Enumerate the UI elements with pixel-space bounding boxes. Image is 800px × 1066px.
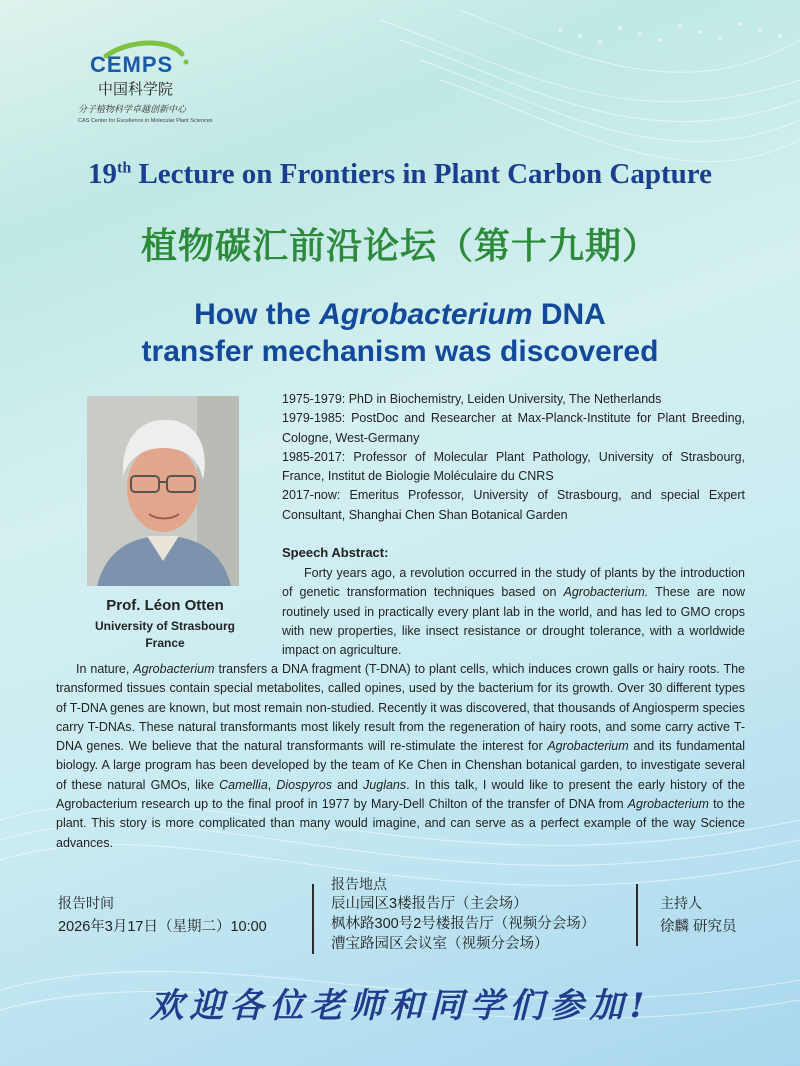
talk-title-italic: Agrobacterium [319,298,533,331]
logo-acronym: CEMPS [90,52,174,77]
info-divider [636,884,638,946]
lecture-series-title [0,158,800,191]
talk-title-pre: How the [194,298,320,331]
host-label: 主持人 [660,895,702,911]
speaker-portrait-icon [87,396,239,586]
abstract-heading: Speech Abstract: [282,545,389,560]
cv-entry: 1979-1985: PostDoc and Researcher at Max-Planck-Institute for Plant Breeding, Cologne, West-Germany [282,411,745,445]
talk-title [0,296,800,370]
abstract-text: Forty years ago, a revolution occurred in the study of plants by the introduction of genetic transformation techniques based on [282,566,745,600]
speaker-affiliation [80,618,250,652]
cv-entry: 2017-now: Emeritus Professor, University of Strasbourg, and special Expert Consultant, Shanghai Chen Shan Botanical Garden [282,488,745,522]
welcome-message: 欢迎各位老师和同学们参加! [149,986,651,1026]
talk-title-line2: transfer mechanism was discovered [141,335,659,368]
abstract-text: . In this talk, I would like to present the early history of the Agrobacterium research up to the final proof in 1977 by Mary-Dell Chilton of the transfer of DNA from [56,777,745,812]
abstract-text: to the plant. This story is more complicated than many would imagine, and can serve as a perfect example of the way Science advances. [56,797,745,850]
place-label: 报告地点 [331,876,387,892]
abstract-italic: Agrobacterium. [563,585,649,600]
logo-center-name-en: CAS Center for Excellence in Molecular Plant Sciences [78,118,213,124]
info-divider [312,884,314,954]
logo-org-name: 中国科学院 [98,80,174,98]
abstract-text: In nature, [76,662,134,676]
abstract-italic: Juglans [363,777,407,792]
abstract-italic: Diospyros [276,777,332,792]
cv-entry: 1975-1979: PhD in Biochemistry, Leiden University, The Netherlands [282,392,662,406]
abstract-italic: Agrobacterium [547,739,629,754]
host-value: 徐麟 研究员 [660,919,737,935]
abstract-text: These are now routinely used in practically every plant lab in the world, and has led to GMO crops with new properties, like insect resistance or drought tolerance, with a worldwide impact on agriculture. [282,585,745,658]
series-number: 19 [87,158,117,190]
abstract-text: transfers a DNA fragment (T-DNA) to plant cells, which induces crown galls or hairy roots. The transformed tissues contain special metabolites, called opines, used by the bacterium for its growth. Over 30 different types of T-DNA genes are known, but most remain non-studied. Recently it was discovered, that thousands of Angiosperm species carry T-DNAs. These natural transformants most likely result from the regeneration of hairy roots, and some carry active T-DNA genes. We believe that the natural transformants will re-stimulate the interest for [56,662,745,754]
place-item: 漕宝路园区会议室（视频分会场） [331,936,549,952]
place-item: 辰山园区3楼报告厅（主会场） [331,896,528,912]
speaker-name: Prof. Léon Otten [106,597,224,614]
speaker-country: France [145,636,185,650]
place-item: 枫林路300号2号楼报告厅（视频分会场） [331,916,596,932]
cv-entry: 1985-2017: Professor of Molecular Plant Pathology, University of Strasbourg, France, Institut de Biologie Moléculaire du CNRS [282,449,745,484]
lecture-series-title-cn: 植物碳汇前沿论坛（第十九期） [140,226,659,267]
abstract-text: and its fundamental biology. A large program has been developed by the team of Ke Chen in Chenshan botanical garden, to investigate several of these natural GMOs, like [56,739,745,792]
abstract-italic: Agrobacterium [627,797,709,812]
abstract-italic: Camellia [219,777,268,792]
speaker-photo [87,396,239,586]
series-number-suffix: th [116,159,132,177]
time-value: 2026年3月17日（星期二）10:00 [58,919,267,935]
abstract-paragraph-1 [282,564,745,660]
abstract-text: and [331,777,364,792]
series-title-rest: Lecture on Frontiers in Plant Carbon Capture [131,158,713,190]
talk-title-post: DNA [532,298,606,331]
speaker-cv [282,390,745,525]
speaker-university: University of Strasbourg [94,619,236,633]
abstract-paragraph-2 [56,660,745,853]
logo-center-name-cn: 分子植物科学卓越创新中心 [78,105,187,115]
abstract-italic: Agrobacterium [133,662,215,676]
cemps-logo [78,40,228,130]
abstract-text: , [267,777,277,792]
place-list [331,894,595,954]
time-label: 报告时间 [58,895,114,911]
